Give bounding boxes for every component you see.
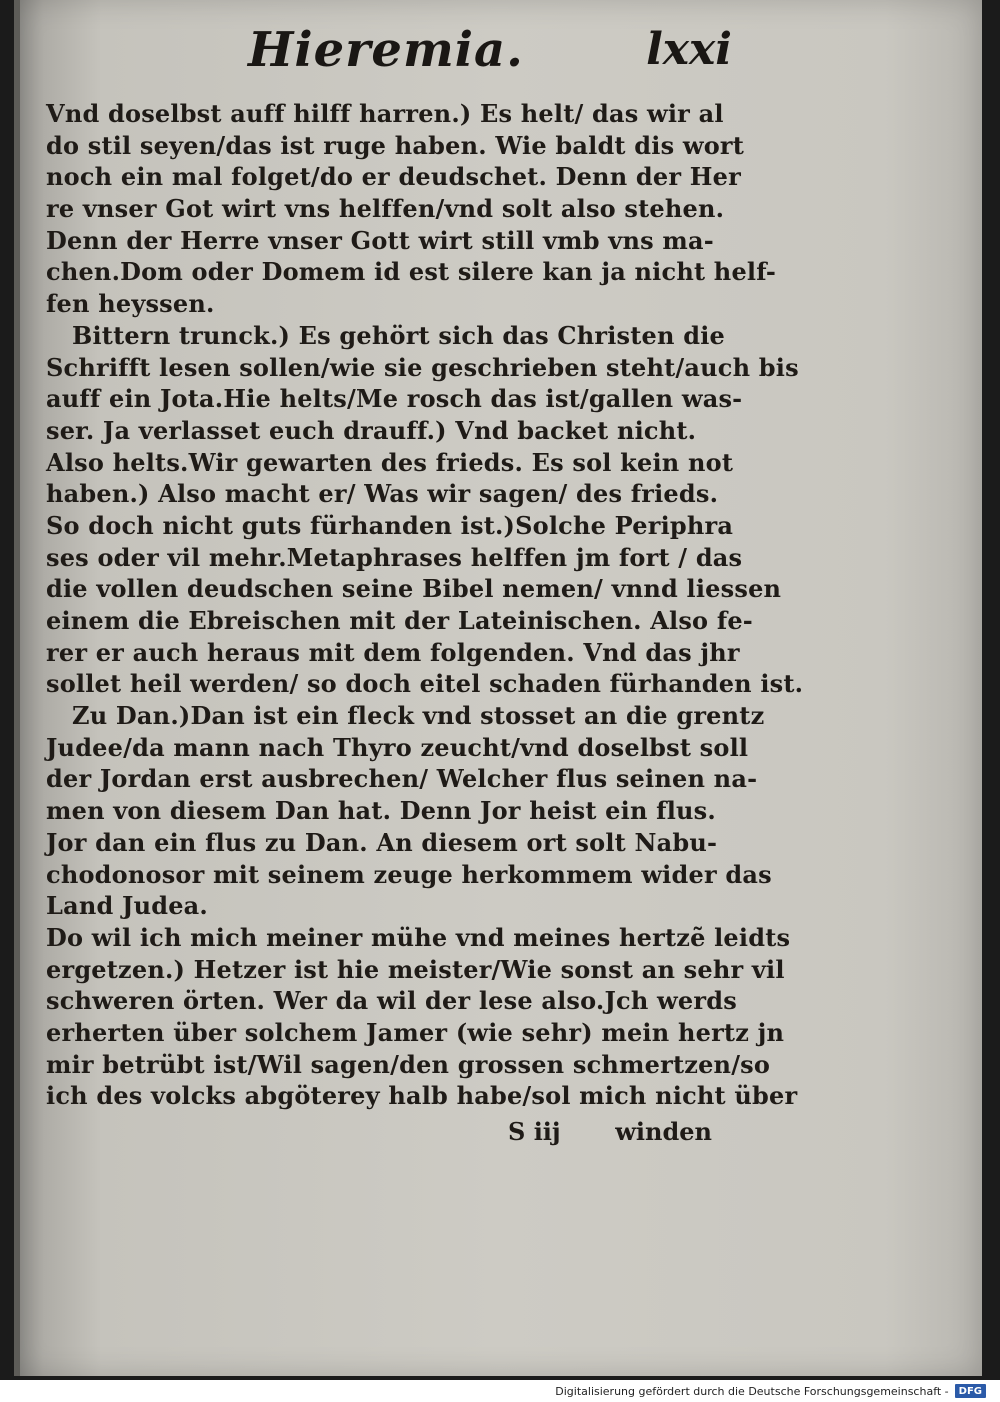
page-gutter-edge bbox=[14, 0, 20, 1376]
text-line: erherten über solchem Jamer (wie sehr) mein hertz jn bbox=[46, 1017, 785, 1047]
text-line: Bittern trunck.) Es gehört sich das Christen die bbox=[72, 320, 725, 350]
text-line: auff ein Jota.Hie helts/Me rosch das ist/gallen was- bbox=[46, 384, 743, 414]
footer-credit bbox=[555, 1382, 986, 1400]
text-line: Judee/da mann nach Thyro zeucht/vnd doselbst soll bbox=[46, 732, 749, 762]
text-line: ses oder vil mehr.Metaphrases helffen jm fort / das bbox=[46, 542, 743, 572]
text-line: ser. Ja verlasset euch drauff.) Vnd backet nicht. bbox=[46, 415, 697, 445]
text-line: chodonosor mit seinem zeuge herkommem wider das bbox=[46, 859, 772, 889]
book-page bbox=[14, 0, 982, 1376]
text-line: re vnser Got wirt vns helffen/vnd solt also stehen. bbox=[46, 194, 725, 224]
catchword: winden bbox=[615, 1117, 712, 1146]
text-line: Zu Dan.)Dan ist ein fleck vnd stosset an die grentz bbox=[72, 701, 765, 731]
text-line: Schrifft lesen sollen/wie sie geschrieben steht/auch bis bbox=[46, 352, 799, 382]
text-line: chen.Dom oder Domem id est silere kan ja nicht helf- bbox=[46, 257, 777, 287]
folio-number: lxxi bbox=[646, 24, 732, 75]
text-line: ergetzen.) Hetzer ist hie meister/Wie sonst an sehr vil bbox=[46, 954, 785, 984]
text-line: Vnd doselbst auff hilff harren.) Es helt/ das wir al bbox=[46, 99, 724, 128]
signature-mark: S iij bbox=[508, 1117, 561, 1146]
text-line: die vollen deudschen seine Bibel nemen/ vnnd liessen bbox=[46, 574, 782, 604]
text-line: noch ein mal folget/do er deudschet. Denn der Her bbox=[46, 162, 741, 192]
text-line: men von diesem Dan hat. Denn Jor heist ein flus. bbox=[46, 796, 716, 826]
footer-credit-text: Digitalisierung gefördert durch die Deutsche Forschungsgemeinschaft - bbox=[555, 1384, 949, 1398]
text-line: sollet heil werden/ so doch eitel schaden fürhanden ist. bbox=[46, 669, 804, 699]
text-line: schweren örten. Wer da wil der lese also.Jch werds bbox=[46, 986, 737, 1016]
text-line: haben.) Also macht er/ Was wir sagen/ des frieds. bbox=[46, 479, 719, 509]
running-head-title: Hieremia. bbox=[248, 22, 524, 78]
text-line: Denn der Herre vnser Gott wirt still vmb vns ma- bbox=[46, 225, 714, 255]
text-line: Jor dan ein flus zu Dan. An diesem ort solt Nabu- bbox=[46, 827, 718, 857]
text-line: Do wil ich mich meiner mühe vnd meines hertzẽ leidts bbox=[46, 922, 791, 952]
text-line: So doch nicht guts fürhanden ist.)Solche Periphra bbox=[46, 510, 734, 540]
text-line: fen heyssen. bbox=[46, 289, 215, 319]
text-line: Land Judea. bbox=[46, 891, 208, 921]
text-line: do stil seyen/das ist ruge haben. Wie baldt dis wort bbox=[46, 130, 745, 160]
text-line: der Jordan erst ausbrechen/ Welcher flus seinen na- bbox=[46, 764, 758, 794]
text-line: einem die Ebreischen mit der Lateinischen. Also fe- bbox=[46, 606, 753, 635]
dfg-logo-icon: DFG bbox=[955, 1384, 986, 1398]
catchline bbox=[46, 1114, 718, 1150]
body-text bbox=[46, 98, 804, 1112]
text-line: Also helts.Wir gewarten des frieds. Es sol kein not bbox=[46, 447, 734, 477]
text-line: mir betrübt ist/Wil sagen/den grossen schmertzen/so bbox=[46, 1049, 771, 1079]
text-line: ich des volcks abgöterey halb habe/sol mich nicht über bbox=[46, 1081, 798, 1111]
text-line: rer er auch heraus mit dem folgenden. Vnd das jhr bbox=[46, 637, 740, 667]
running-head bbox=[234, 22, 734, 102]
